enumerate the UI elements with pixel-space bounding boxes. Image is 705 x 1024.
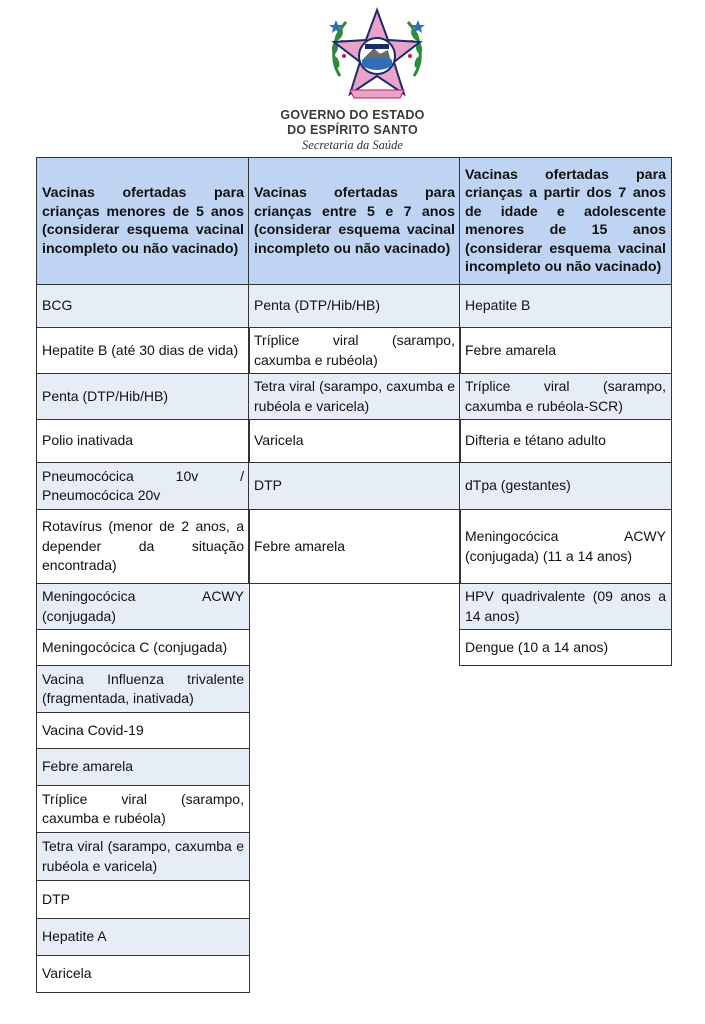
table-row: HPV quadrivalente (09 anos a 14 anos) — [460, 584, 671, 630]
table-row: BCG — [37, 285, 249, 328]
table-row: Polio inativada — [37, 420, 249, 463]
table-row: Varicela — [37, 956, 249, 993]
vaccine-column-7-to-15 — [459, 157, 672, 666]
table-row: DTP — [37, 881, 249, 919]
table-row: Vacina Influenza trivalente (fragmentada, inativada) — [37, 666, 249, 713]
table-row: Febre amarela — [460, 328, 671, 374]
table-row: Penta (DTP/Hib/HB) — [37, 374, 249, 420]
table-row: Hepatite B — [460, 285, 671, 328]
table-row: Febre amarela — [37, 749, 249, 786]
table-row: Tríplice viral (sarampo, caxumba e rubéola) — [37, 786, 249, 833]
table-row: Hepatite A — [37, 919, 249, 956]
table-row: Febre amarela — [249, 510, 460, 584]
table-row: Pneumocócica 10v / Pneumocócica 20v — [37, 463, 249, 510]
table-row: Dengue (10 a 14 anos) — [460, 630, 671, 666]
table-row: Penta (DTP/Hib/HB) — [249, 285, 460, 328]
table-row: Varicela — [249, 420, 460, 463]
vaccine-column-under-5 — [36, 157, 250, 993]
table-row: Meningocócica C (conjugada) — [37, 630, 249, 666]
table-row: Difteria e tétano adulto — [460, 420, 671, 463]
department-subtitle: Secretaria da Saúde — [302, 138, 403, 152]
table-row: Tríplice viral (sarampo, caxumba e rubéola) — [249, 328, 460, 374]
column-header: Vacinas ofertadas para crianças entre 5 e 7 anos (considerar esquema vacinal incompleto ou não vacinado) — [249, 157, 460, 285]
column-header: Vacinas ofertadas para crianças menores de 5 anos (considerar esquema vacinal incompleto ou não vacinado) — [37, 157, 249, 285]
table-row: Tríplice viral (sarampo, caxumba e rubéola-SCR) — [460, 374, 671, 420]
table-row: Rotavírus (menor de 2 anos, a depender da situação encontrada) — [37, 510, 249, 584]
table-row: DTP — [249, 463, 460, 510]
column-header: Vacinas ofertadas para crianças a partir dos 7 anos de idade e adolescente menores de 15 anos (considerar esquema vacinal incompleto ou não vacinado) — [460, 157, 671, 285]
table-row: Tetra viral (sarampo, caxumba e rubéola e varicela) — [37, 833, 249, 881]
table-row: dTpa (gestantes) — [460, 463, 671, 510]
table-row: Tetra viral (sarampo, caxumba e rubéola e varicela) — [249, 374, 460, 420]
government-title-line1: GOVERNO DO ESTADO — [280, 108, 425, 122]
coat-of-arms-icon — [322, 6, 432, 108]
table-row: Meningocócica ACWY (conjugada) — [37, 584, 249, 630]
table-row: Hepatite B (até 30 dias de vida) — [37, 328, 249, 374]
table-row: Vacina Covid-19 — [37, 713, 249, 749]
government-title-line2: DO ESPÍRITO SANTO — [287, 123, 418, 137]
vaccine-column-5-to-7 — [248, 157, 461, 584]
table-row: Meningocócica ACWY (conjugada) (11 a 14 anos) — [460, 510, 671, 584]
page-header — [0, 0, 705, 160]
